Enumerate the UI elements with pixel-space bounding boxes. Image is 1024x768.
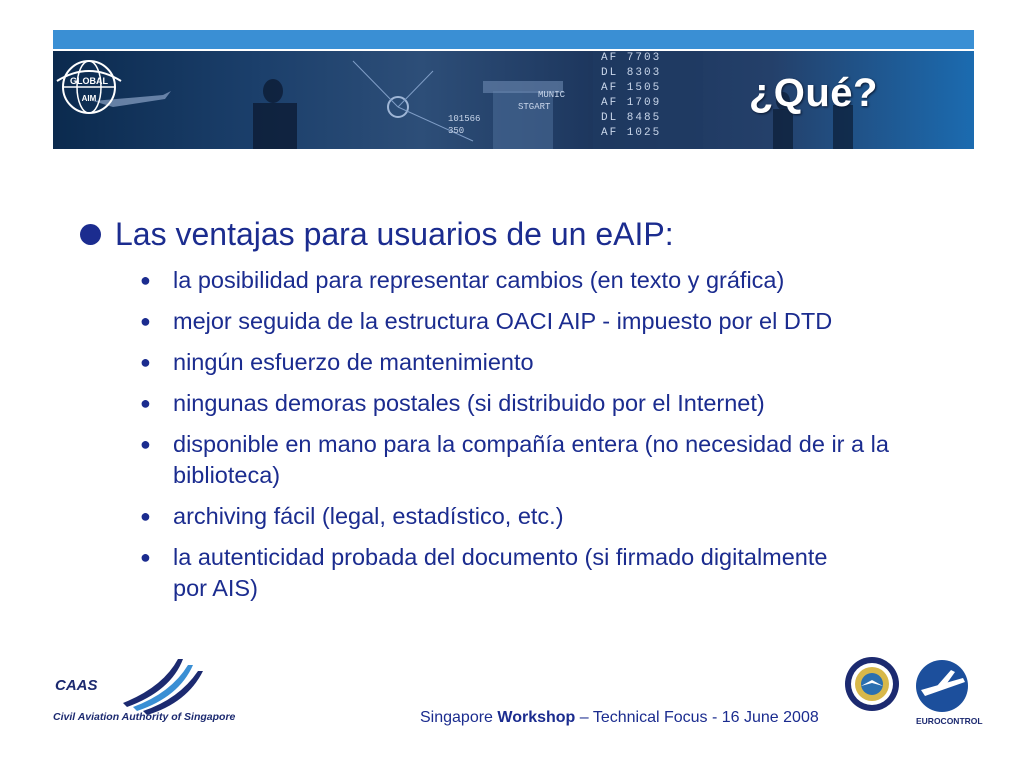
eurocontrol-label: EUROCONTROL xyxy=(916,716,983,726)
bullet-icon: ● xyxy=(140,506,151,526)
list-item xyxy=(140,265,980,296)
bullet-icon: ● xyxy=(140,311,151,331)
board-side-text xyxy=(448,89,565,137)
globe-label-top: GLOBAL xyxy=(70,76,108,86)
board-row: DL 8303 xyxy=(601,67,662,79)
list-item xyxy=(140,501,980,532)
footer-text xyxy=(420,709,819,727)
list-item-text: la autenticidad probada del documento (si firmado digitalmente por AIS) xyxy=(173,544,828,601)
board-row: DL 8485 xyxy=(601,112,662,124)
list-item-text: ningún esfuerzo de mantenimiento xyxy=(173,349,534,375)
list-item-text: la posibilidad para representar cambios (en texto y gráfica) xyxy=(173,267,785,293)
bullet-icon: ● xyxy=(140,352,151,372)
list-item xyxy=(140,347,980,378)
board-row: AF 7703 xyxy=(601,52,662,64)
list-item xyxy=(140,429,980,491)
global-aim-logo xyxy=(53,51,125,123)
bullet-icon: ● xyxy=(140,547,151,567)
slide-title: ¿Qué? xyxy=(748,71,878,115)
footer-text-before: Singapore xyxy=(420,709,498,726)
board-row: AF 1505 xyxy=(601,82,662,94)
footer-text-after: – Technical Focus - 16 June 2008 xyxy=(575,709,819,726)
advantages-list xyxy=(140,265,980,614)
list-item-text: archiving fácil (legal, estadístico, etc.) xyxy=(173,503,564,529)
bullet-icon: ● xyxy=(140,270,151,290)
footer-text-bold: Workshop xyxy=(497,709,576,726)
list-item xyxy=(140,542,980,604)
main-bullet-dot xyxy=(80,224,101,245)
bullet-icon: ● xyxy=(140,393,151,413)
board-row: AF 1709 xyxy=(601,97,662,109)
list-item-text: ningunas demoras postales (si distribuido por el Internet) xyxy=(173,390,765,416)
list-item-text: mejor seguida de la estructura OACI AIP - impuesto por el DTD xyxy=(173,308,833,334)
list-item xyxy=(140,388,980,419)
header-banner xyxy=(53,51,974,149)
main-heading: Las ventajas para usuarios de un eAIP: xyxy=(115,216,674,252)
globe-label-bottom: AIM xyxy=(81,94,97,103)
departure-board xyxy=(601,51,701,141)
board-side-label: 101566 350 xyxy=(448,114,481,136)
list-item xyxy=(140,306,980,337)
caas-name: Civil Aviation Authority of Singapore xyxy=(53,711,236,723)
caas-logo-text: CAAS xyxy=(55,677,98,694)
header-top-strip xyxy=(53,30,974,49)
faa-seal-icon xyxy=(844,656,900,712)
bullet-icon: ● xyxy=(140,434,151,454)
list-item-text: disponible en mano para la compañía entera (no necesidad de ir a la biblioteca) xyxy=(173,431,889,488)
board-row: AF 1025 xyxy=(601,127,662,139)
main-bullet xyxy=(80,216,674,253)
board-side-label: STGART xyxy=(518,102,551,112)
board-side-label: MUNIC xyxy=(538,90,566,100)
